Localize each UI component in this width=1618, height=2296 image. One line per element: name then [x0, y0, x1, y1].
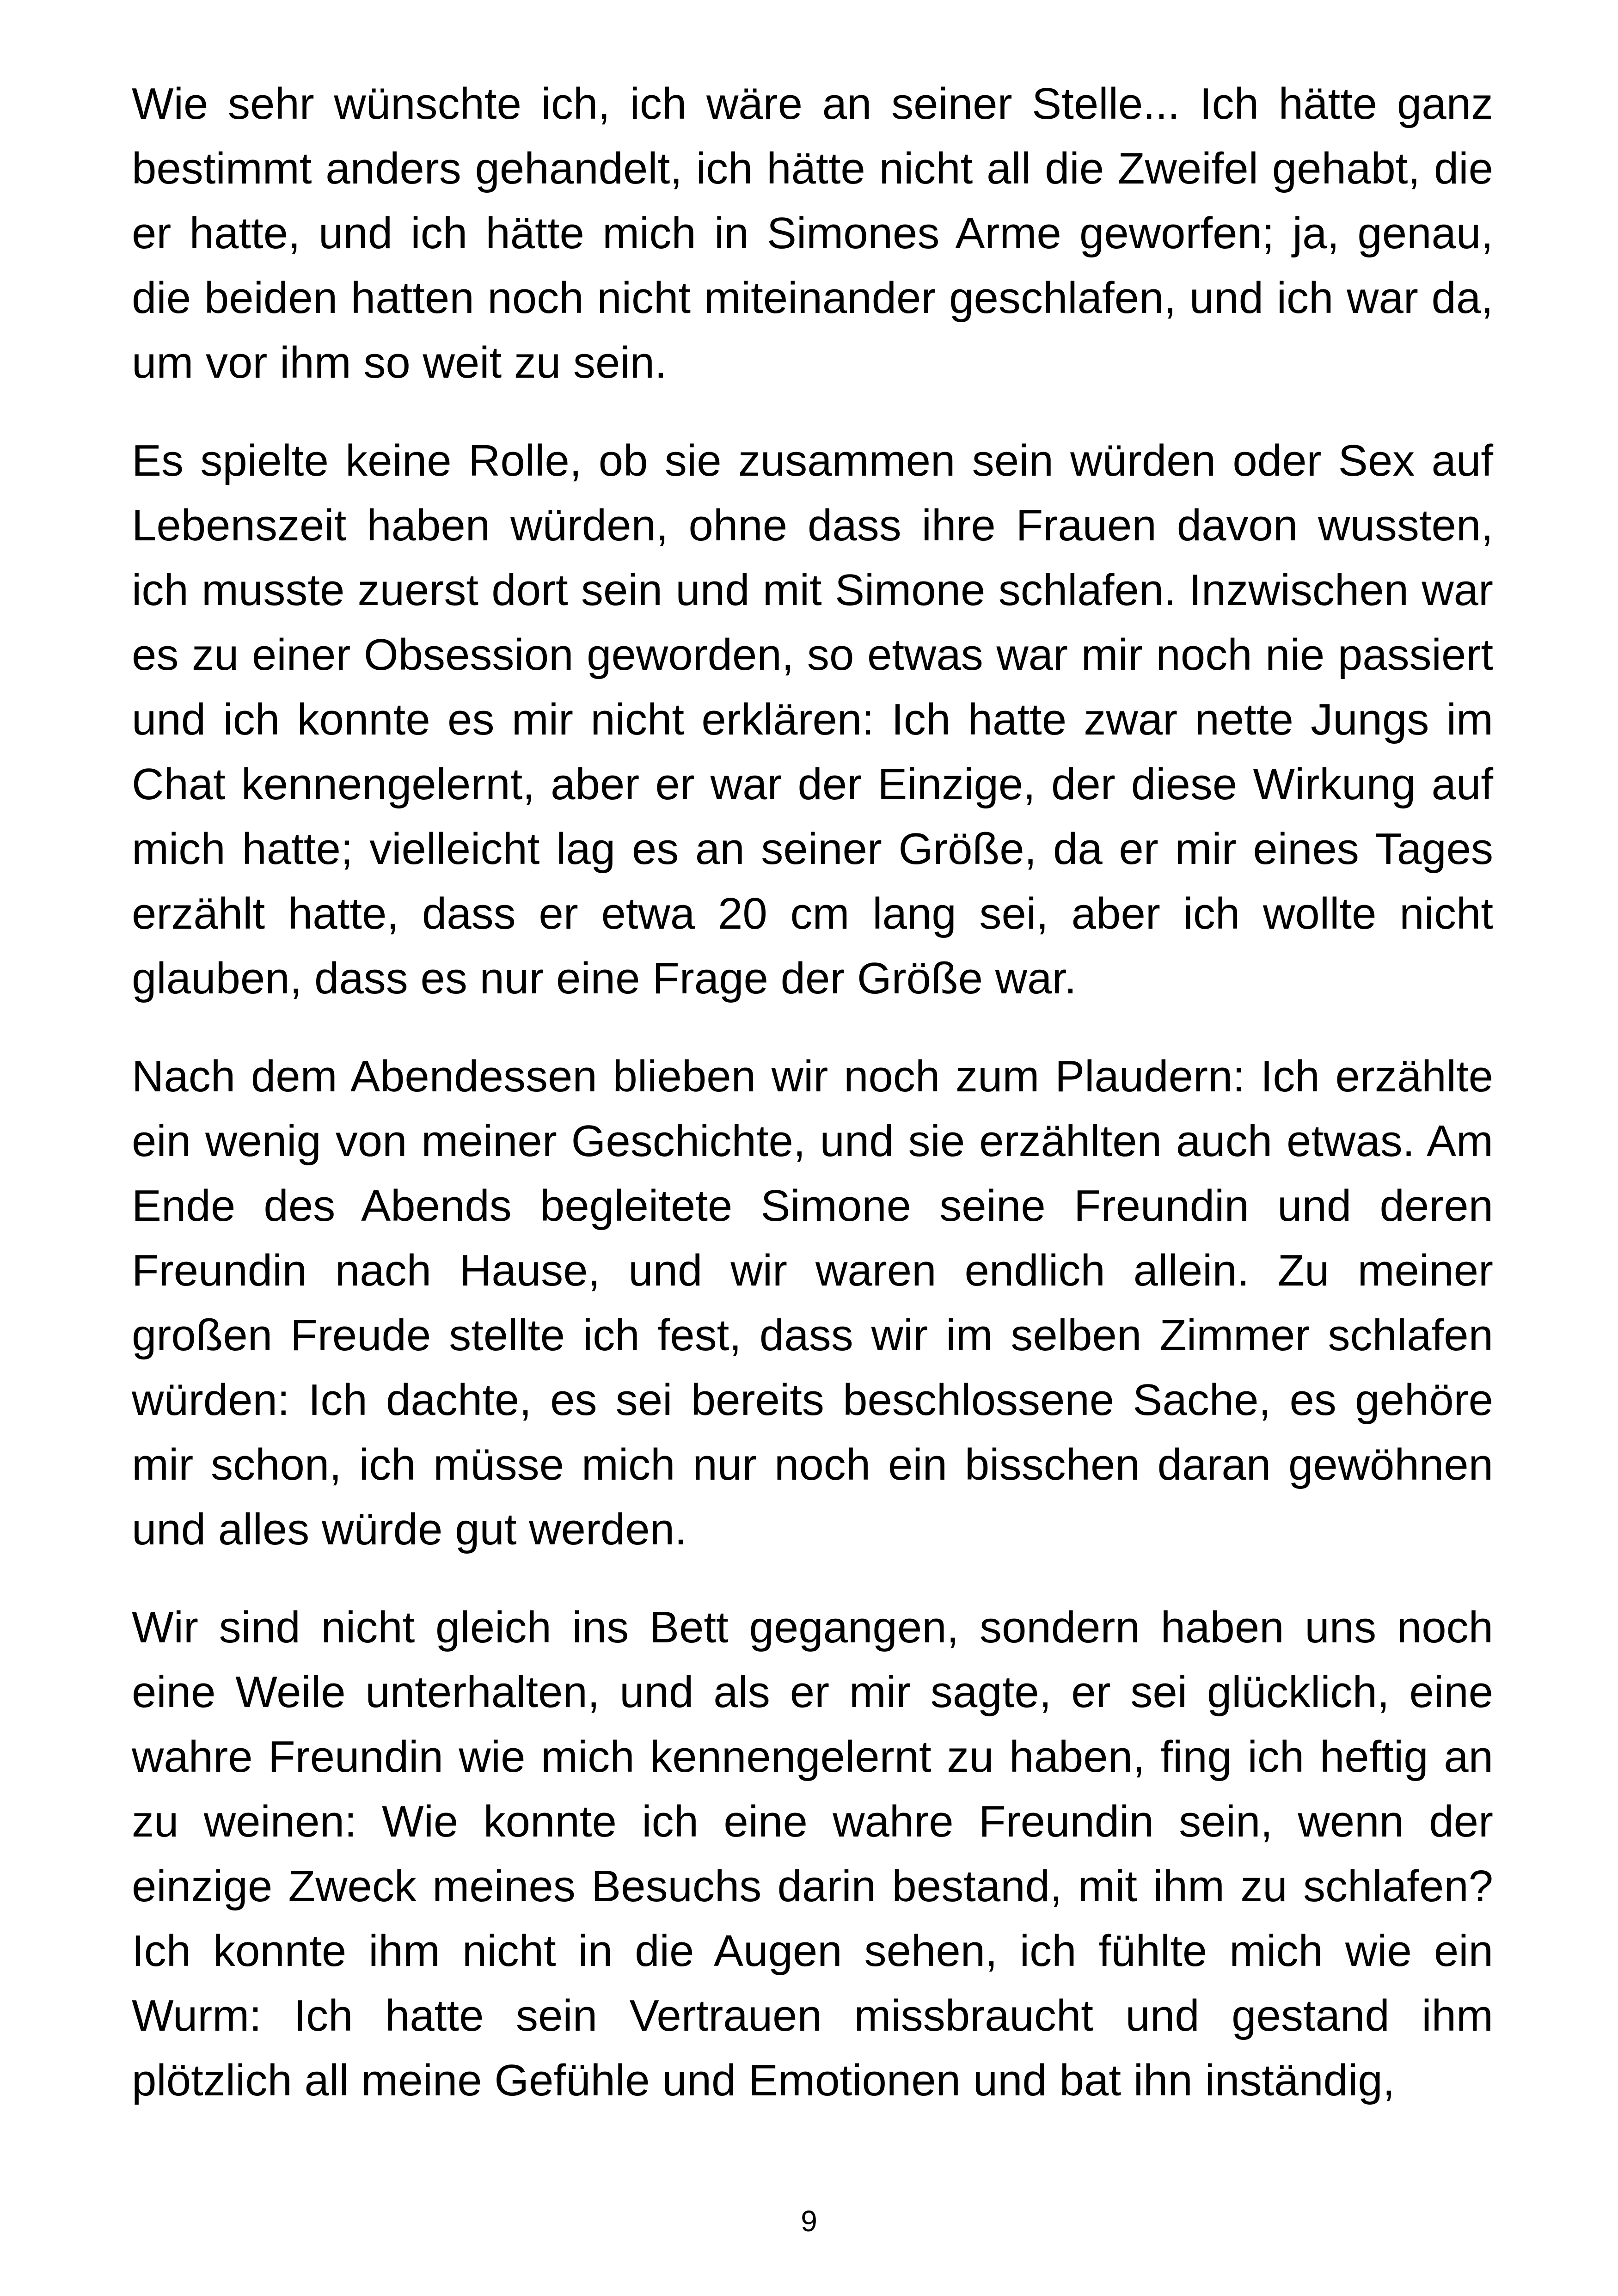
paragraph-1: Wie sehr wünschte ich, ich wäre an seiner Stelle... Ich hätte ganz bestimmt anders gehandelt, ich hätte nicht all die Zweifel gehabt, die er hatte, und ich hätte mich in Simones Arme geworfen; ja, genau, die beiden hatten noch nicht miteinander geschlafen, und ich war da, um vor ihm so weit zu sein.: [132, 79, 1493, 387]
paragraph-4: Wir sind nicht gleich ins Bett gegangen, sondern haben uns noch eine Weile unterhalten, und als er mir sagte, er sei glücklich, eine wahre Freundin wie mich kennengelernt zu haben, fing ich heftig an zu weinen: Wie konnte ich eine wahre Freundin sein, wenn der einzige Zweck meines Besuchs darin bestand, mit ihm zu schlafen? Ich konnte ihm nicht in die Augen sehen, ich fühlte mich wie ein Wurm: Ich hatte sein Vertrauen missbraucht und gestand ihm plötzlich all meine Gefühle und Emotionen und bat ihn inständig,: [132, 1603, 1493, 2105]
paragraph-2: Es spielte keine Rolle, ob sie zusammen sein würden oder Sex auf Lebenszeit haben würden, ohne dass ihre Frauen davon wussten, ich musste zuerst dort sein und mit Simone schlafen. Inzwischen war es zu einer Obsession geworden, so etwas war mir noch nie passiert und ich konnte es mir nicht erklären: Ich hatte zwar nette Jungs im Chat kennengelernt, aber er war der Einzige, der diese Wirkung auf mich hatte; vielleicht lag es an seiner Größe, da er mir eines Tages erzählt hatte, dass er etwa 20 cm lang sei, aber ich wollte nicht glauben, dass es nur eine Frage der Größe war.: [132, 436, 1493, 1003]
page-number: 9: [801, 2204, 817, 2238]
page-body: [132, 72, 1493, 2113]
paragraph-3: Nach dem Abendessen blieben wir noch zum Plaudern: Ich erzählte ein wenig von meiner Geschichte, und sie erzählten auch etwas. Am Ende des Abends begleitete Simone seine Freundin und deren Freundin nach Hause, und wir waren endlich allein. Zu meiner großen Freude stellte ich fest, dass wir im selben Zimmer schlafen würden: Ich dachte, es sei bereits beschlossene Sache, es gehöre mir schon, ich müsse mich nur noch ein bisschen daran gewöhnen und alles würde gut werden.: [132, 1052, 1493, 1554]
